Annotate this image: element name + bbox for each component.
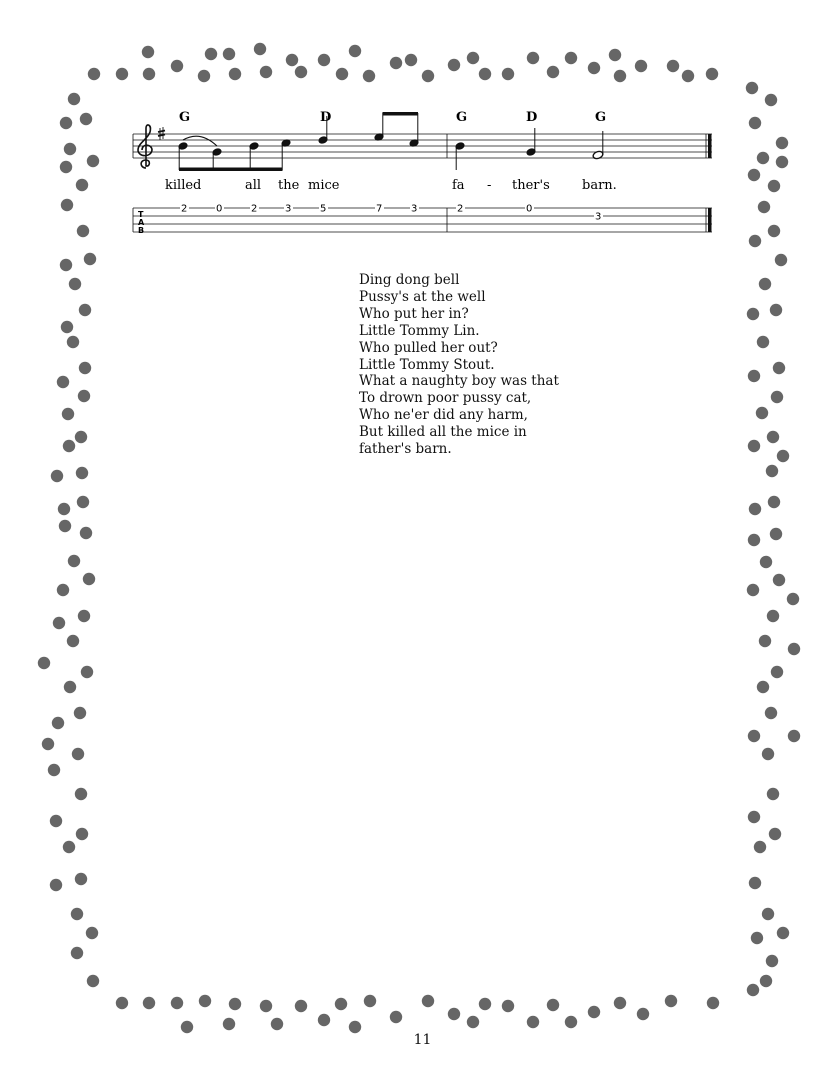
border-dot bbox=[57, 584, 69, 596]
tab-fret-number: 5 bbox=[320, 203, 327, 215]
poem-line: But killed all the mice in bbox=[359, 424, 527, 441]
border-dot bbox=[771, 666, 783, 678]
chord-symbol: G bbox=[456, 110, 468, 125]
poem-line: Who ne'er did any harm, bbox=[359, 407, 528, 424]
border-dot bbox=[50, 815, 62, 827]
border-dot bbox=[788, 730, 800, 742]
border-dot bbox=[773, 362, 785, 374]
border-dot bbox=[777, 450, 789, 462]
border-dot bbox=[588, 1006, 600, 1018]
border-dot bbox=[63, 841, 75, 853]
border-dot bbox=[42, 738, 54, 750]
border-dot bbox=[767, 610, 779, 622]
poem-line: Who pulled her out? bbox=[359, 339, 498, 356]
tab-fret-number: 2 bbox=[181, 203, 188, 215]
border-dot bbox=[260, 1000, 272, 1012]
lyric-syllable: all bbox=[245, 178, 262, 193]
border-dot bbox=[229, 998, 241, 1010]
border-dot bbox=[171, 997, 183, 1009]
border-dot bbox=[67, 635, 79, 647]
tab-fret-number: 7 bbox=[376, 203, 383, 215]
chord-symbol: D bbox=[526, 110, 538, 125]
tab-fret-number: 3 bbox=[595, 211, 602, 223]
border-dot bbox=[59, 520, 71, 532]
border-dot bbox=[116, 997, 128, 1009]
border-dot bbox=[58, 503, 70, 515]
border-dot bbox=[60, 259, 72, 271]
border-dot bbox=[756, 407, 768, 419]
border-dot bbox=[68, 555, 80, 567]
poem-line: Little Tommy Stout. bbox=[359, 356, 495, 373]
border-dot bbox=[773, 574, 785, 586]
border-dot bbox=[547, 999, 559, 1011]
lyric-syllable: barn. bbox=[582, 178, 617, 193]
treble-clef-icon bbox=[138, 125, 152, 168]
border-dot bbox=[38, 657, 50, 669]
chord-symbol: D bbox=[320, 110, 332, 125]
border-dot bbox=[777, 927, 789, 939]
border-dot bbox=[50, 879, 62, 891]
border-dot bbox=[749, 503, 761, 515]
chord-symbol: G bbox=[179, 110, 191, 125]
border-dot bbox=[787, 593, 799, 605]
border-dot bbox=[748, 440, 760, 452]
border-dot bbox=[565, 1016, 577, 1028]
border-dot bbox=[51, 470, 63, 482]
border-dot bbox=[759, 635, 771, 647]
border-dot bbox=[364, 995, 376, 1007]
tab-fret-number: 0 bbox=[216, 203, 223, 215]
border-dot bbox=[48, 764, 60, 776]
tab-fret-number: 3 bbox=[411, 203, 418, 215]
lyric-syllable: ther's bbox=[512, 178, 550, 193]
poem-line: Little Tommy Lin. bbox=[359, 322, 480, 339]
border-dot bbox=[527, 1016, 539, 1028]
border-dot bbox=[62, 408, 74, 420]
border-dot bbox=[749, 877, 761, 889]
tab-clef-letter: A bbox=[138, 218, 145, 227]
border-dot bbox=[71, 908, 83, 920]
border-dot bbox=[766, 955, 778, 967]
tab-clef-letter: T bbox=[138, 210, 144, 219]
border-dot bbox=[766, 465, 778, 477]
note-group bbox=[178, 110, 607, 171]
border-dot bbox=[748, 534, 760, 546]
border-dot bbox=[78, 610, 90, 622]
border-dot bbox=[390, 1011, 402, 1023]
border-dot bbox=[318, 1014, 330, 1026]
tab-fret-number: 3 bbox=[285, 203, 292, 215]
music-score bbox=[0, 0, 835, 260]
border-dot bbox=[75, 431, 87, 443]
border-dot bbox=[63, 440, 75, 452]
border-dot bbox=[71, 947, 83, 959]
border-dot bbox=[76, 828, 88, 840]
border-dot bbox=[765, 707, 777, 719]
border-dot bbox=[760, 975, 772, 987]
lyric-syllable: the bbox=[278, 178, 300, 193]
border-dot bbox=[769, 828, 781, 840]
border-dot bbox=[75, 873, 87, 885]
tab-fret-number: 2 bbox=[457, 203, 464, 215]
border-dot bbox=[79, 304, 91, 316]
border-dot bbox=[747, 584, 759, 596]
border-dot bbox=[767, 431, 779, 443]
border-dot bbox=[759, 278, 771, 290]
border-dot bbox=[223, 1018, 235, 1030]
border-dot bbox=[707, 997, 719, 1009]
border-dot bbox=[75, 788, 87, 800]
border-dot bbox=[79, 362, 91, 374]
border-dot bbox=[335, 998, 347, 1010]
page-number: 11 bbox=[413, 1032, 432, 1048]
border-dot bbox=[67, 336, 79, 348]
border-dot bbox=[78, 390, 90, 402]
tab-fret-number: 2 bbox=[251, 203, 258, 215]
border-dot bbox=[74, 707, 86, 719]
border-dot bbox=[69, 278, 81, 290]
border-dot bbox=[143, 997, 155, 1009]
border-dot bbox=[665, 995, 677, 1007]
poem-line: What a naughty boy was that bbox=[359, 373, 559, 390]
border-dot bbox=[748, 730, 760, 742]
border-dot bbox=[52, 717, 64, 729]
border-dot bbox=[747, 308, 759, 320]
border-dot bbox=[747, 984, 759, 996]
poem-line: father's barn. bbox=[359, 441, 452, 458]
border-dot bbox=[295, 1000, 307, 1012]
poem-line: Pussy's at the well bbox=[359, 288, 486, 305]
tab-clef-letter: B bbox=[138, 226, 145, 235]
lyric-syllable: - bbox=[487, 178, 492, 193]
lyric-syllable: fa bbox=[452, 178, 465, 193]
sharp-icon bbox=[158, 127, 165, 140]
border-dot bbox=[762, 748, 774, 760]
border-dot bbox=[748, 370, 760, 382]
border-dot bbox=[83, 573, 95, 585]
border-dot bbox=[757, 336, 769, 348]
lyric-syllable: killed bbox=[165, 178, 202, 193]
border-dot bbox=[53, 617, 65, 629]
border-dot bbox=[61, 321, 73, 333]
border-dot bbox=[614, 997, 626, 1009]
border-dot bbox=[64, 681, 76, 693]
lyric-syllable: mice bbox=[308, 178, 340, 193]
tab-fret-number: 0 bbox=[526, 203, 533, 215]
poem-text bbox=[359, 272, 559, 458]
border-dot bbox=[757, 681, 769, 693]
border-dot bbox=[771, 391, 783, 403]
border-dot bbox=[770, 528, 782, 540]
border-dot bbox=[768, 496, 780, 508]
border-dot bbox=[199, 995, 211, 1007]
tab-fret-numbers bbox=[180, 202, 603, 223]
border-dot bbox=[448, 1008, 460, 1020]
border-dot bbox=[87, 975, 99, 987]
border-dot bbox=[762, 908, 774, 920]
border-dot bbox=[502, 1000, 514, 1012]
border-dot bbox=[57, 376, 69, 388]
border-dot bbox=[86, 927, 98, 939]
border-dot bbox=[81, 666, 93, 678]
poem-line: Ding dong bell bbox=[359, 272, 460, 288]
border-dot bbox=[76, 467, 88, 479]
chord-symbol: G bbox=[595, 110, 607, 125]
border-dot bbox=[754, 841, 766, 853]
border-dot bbox=[77, 496, 89, 508]
border-dot bbox=[271, 1018, 283, 1030]
border-dot bbox=[748, 811, 760, 823]
border-dot bbox=[767, 788, 779, 800]
border-dot bbox=[72, 748, 84, 760]
border-dot bbox=[770, 304, 782, 316]
border-dot bbox=[467, 1016, 479, 1028]
poem-line: Who put her in? bbox=[359, 305, 469, 322]
poem-line: To drown poor pussy cat, bbox=[359, 390, 532, 407]
border-dot bbox=[422, 995, 434, 1007]
border-dot bbox=[80, 527, 92, 539]
border-dot bbox=[637, 1008, 649, 1020]
border-dot bbox=[751, 932, 763, 944]
border-dot bbox=[760, 556, 772, 568]
border-dot bbox=[788, 643, 800, 655]
border-dot bbox=[479, 998, 491, 1010]
